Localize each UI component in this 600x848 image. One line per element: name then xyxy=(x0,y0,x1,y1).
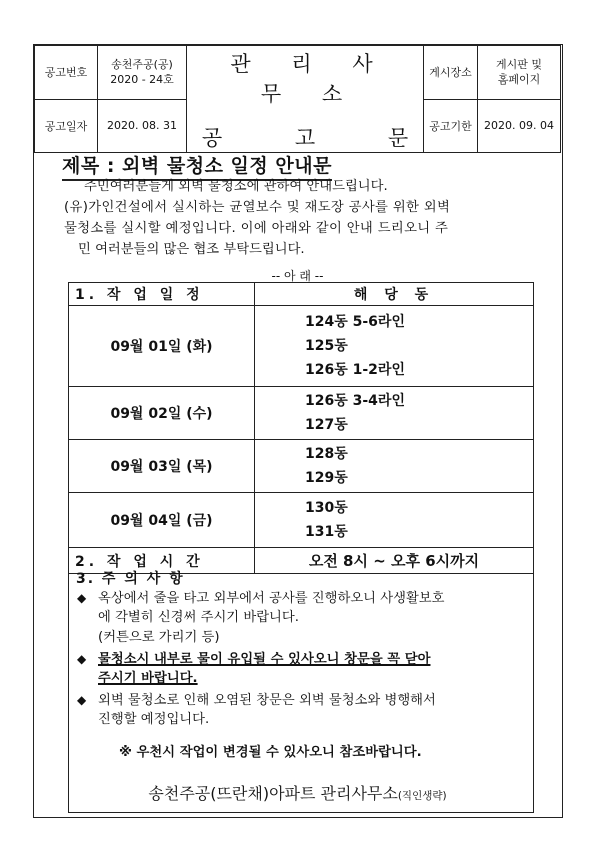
footer-org xyxy=(34,781,561,804)
notice-no-value: 송천주공(공) 2020 - 24호 xyxy=(98,46,187,100)
table-row xyxy=(69,387,534,440)
table-row xyxy=(69,493,534,548)
note-2-line-2: 주시기 바랍니다. xyxy=(98,671,198,686)
office-title: 관 리 사 무 소 xyxy=(230,52,390,106)
post-period-label: 공고기한 xyxy=(424,99,478,153)
seal-omitted-note: (직인생략) xyxy=(397,790,447,802)
post-period-value: 2020. 09. 04 xyxy=(478,99,561,153)
schedule-col-building-header: 해 당 동 xyxy=(255,283,534,306)
diamond-bullet-icon: ◆ xyxy=(77,591,87,605)
intro-line-3: 물청소를 실시할 예정입니다. 이에 아래와 같이 안내 드리오니 주 xyxy=(64,221,449,236)
footer-org-name: 송천주공(뜨란채)아파트 관리사무소 xyxy=(148,784,398,803)
diamond-bullet-icon: ◆ xyxy=(77,693,87,707)
notes-box xyxy=(68,566,534,813)
building-item: 124동 5-6라인 xyxy=(305,314,405,330)
note-1-line-3: (커튼으로 가리기 등) xyxy=(98,630,220,645)
building-item: 125동 xyxy=(305,338,348,354)
post-place-value: 게시판 및 홈페이지 xyxy=(478,46,561,100)
schedule-buildings xyxy=(255,440,534,493)
notice-heading xyxy=(187,46,424,153)
post-place-label: 게시장소 xyxy=(424,46,478,100)
schedule-date: 09월 03일 (목) xyxy=(69,440,255,493)
schedule-date: 09월 02일 (수) xyxy=(69,387,255,440)
note-1-line-2: 에 각별히 신경써 주시기 바랍니다. xyxy=(98,610,299,625)
notice-date-label: 공고일자 xyxy=(35,99,98,153)
notice-document xyxy=(33,44,563,818)
rain-remark: ※ 우천시 작업이 변경될 수 있사오니 참조바랍니다. xyxy=(119,745,422,760)
note-3-line-1: 외벽 물청소로 인해 오염된 창문은 외벽 물청소와 병행해서 xyxy=(98,693,436,708)
table-row xyxy=(69,440,534,493)
table-row xyxy=(69,306,534,387)
diamond-bullet-icon: ◆ xyxy=(77,652,87,666)
work-time-label: 2. 작 업 시 간 xyxy=(69,548,255,574)
building-item: 127동 xyxy=(305,417,348,433)
notice-date-value: 2020. 08. 31 xyxy=(98,99,187,153)
schedule-buildings xyxy=(255,387,534,440)
schedule-buildings xyxy=(255,493,534,548)
notes-title: 3. 주 의 사 항 xyxy=(76,571,185,587)
building-item: 130동 xyxy=(305,500,348,516)
notice-no-label: 공고번호 xyxy=(35,46,98,100)
schedule-date: 09월 01일 (화) xyxy=(69,306,255,387)
work-time-value: 오전 8시 ~ 오후 6시까지 xyxy=(255,548,534,574)
note-2-line-1: 물청소시 내부로 물이 유입될 수 있사오니 창문을 꼭 닫아 xyxy=(98,652,431,667)
schedule-date: 09월 04일 (금) xyxy=(69,493,255,548)
intro-line-4: 민 여러분들의 많은 협조 부탁드립니다. xyxy=(78,242,305,257)
building-item: 131동 xyxy=(305,524,348,540)
note-3-line-2: 진행할 예정입니다. xyxy=(98,712,210,727)
intro-line-1: 주민여러분들게 외벽 물청소에 관하여 안내드립니다. xyxy=(84,179,388,194)
notice-title: 공 고 문 xyxy=(201,126,409,150)
note-1-line-1: 옥상에서 줄을 타고 외부에서 공사를 진행하오니 사생활보호 xyxy=(98,591,445,606)
notice-subject: 제목 : 외벽 물청소 일정 안내문 xyxy=(62,151,332,181)
building-item: 128동 xyxy=(305,446,348,462)
schedule-table xyxy=(68,282,534,574)
building-item: 126동 1-2라인 xyxy=(305,362,405,378)
intro-line-2: (유)가인건설에서 실시하는 균열보수 및 재도장 공사를 위한 외벽 xyxy=(64,200,451,215)
notice-header-table xyxy=(34,45,561,153)
building-item: 126동 3-4라인 xyxy=(305,393,405,409)
schedule-buildings xyxy=(255,306,534,387)
schedule-col-date-header: 1. 작 업 일 정 xyxy=(69,283,255,306)
below-marker: -- 아 래 -- xyxy=(271,269,324,283)
building-item: 129동 xyxy=(305,470,348,486)
